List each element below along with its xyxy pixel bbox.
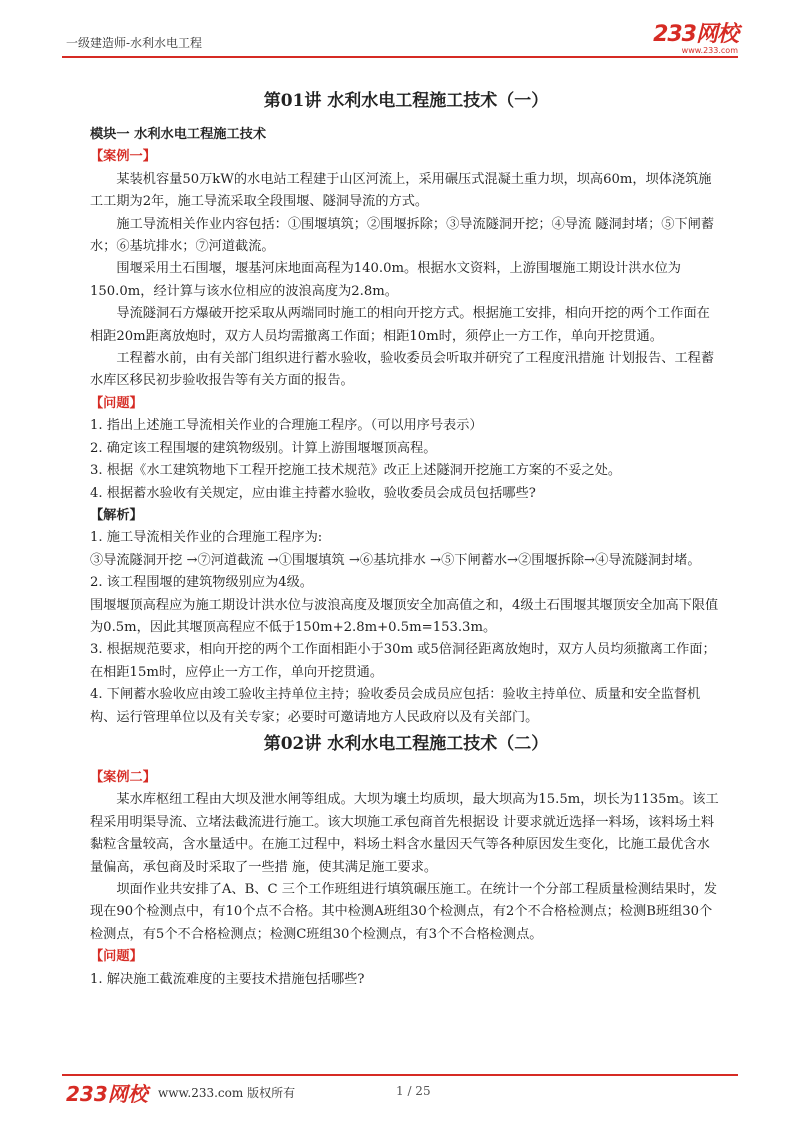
question-2-tag: 【问题】 bbox=[90, 949, 143, 965]
footer-divider bbox=[62, 1074, 738, 1076]
header-divider bbox=[62, 56, 738, 58]
footer-copyright: www.233.com 版权所有 bbox=[158, 1086, 296, 1100]
document-body bbox=[90, 88, 722, 991]
page-number: 1 / 25 bbox=[396, 1084, 431, 1098]
analysis-item: 4. 下闸蓄水验收应由竣工验收主持单位主持；验收委员会成员应包括：验收主持单位、质量和安全监督机构、运行管理单位以及有关专家；必要时可邀请地方人民政府以及有关部门。 bbox=[90, 687, 701, 725]
analysis-item: 1. 施工导流相关作业的合理施工程序为: bbox=[90, 530, 323, 546]
lecture-2-title: 第02讲 水利水电工程施工技术（二） bbox=[263, 733, 549, 754]
page-header bbox=[62, 22, 738, 58]
question-item: 1. 解决施工截流难度的主要技术措施包括哪些? bbox=[90, 971, 365, 987]
question-item: 4. 根据蓄水验收有关规定，应由谁主持蓄水验收，验收委员会成员包括哪些? bbox=[90, 485, 536, 501]
case-1-paragraph: 某装机容量50万kW的水电站工程建于山区河流上，采用碾压式混凝土重力坝，坝高60m，坝体浇筑施工工期为2年，施工导流采取全段围堰、隧洞导流的方式。 bbox=[90, 171, 712, 210]
case-1-tag: 【案例一】 bbox=[90, 149, 156, 165]
analysis-item: 3. 根据规范要求，相向开挖的两个工作面相距小于30m 或5倍洞径距离放炮时，双方人员均须撤离工作面；在相距15m时，应停止一方工作，单向开挖贯通。 bbox=[90, 642, 716, 680]
question-item: 3. 根据《水工建筑物地下工程开挖施工技术规范》改正上述隧洞开挖施工方案的不妥之处。 bbox=[90, 463, 622, 479]
logo-url: www.233.com bbox=[681, 46, 738, 55]
case-2-paragraph: 坝面作业共安排了A、B、C 三个工作班组进行填筑碾压施工。在统计一个分部工程质量检测结果时，发现在90个检测点中，有10个点不合格。其中检测A班组30个检测点，有2个不合格检测点；检测B班组30个检测点，有5个不合格检测点；检测C班组30个检测点，有3个不合格检测点。 bbox=[90, 882, 717, 942]
header-title: 一级建造师-水利水电工程 bbox=[66, 36, 203, 50]
case-1-paragraph: 施工导流相关作业内容包括：①围堰填筑；②围堰拆除；③导流隧洞开挖；④导流 隧洞封堵；⑤下闸蓄水；⑥基坑排水；⑦河道截流。 bbox=[90, 216, 715, 255]
page-footer bbox=[62, 1074, 738, 1104]
question-1-tag: 【问题】 bbox=[90, 395, 143, 411]
case-1-paragraph: 工程蓄水前，由有关部门组织进行蓄水验收，验收委员会听取并研究了工程度汛措施 计划报告、工程蓄水库区移民初步验收报告等有关方面的报告。 bbox=[90, 351, 715, 389]
case-1-paragraph: 导流隧洞石方爆破开挖采取从两端同时施工的相向开挖方式。根据施工安排，相向开挖的两个工作面在相距20m距离放炮时，双方人员均需撤离工作面；相距10m时，须停止一方工作，单向开挖贯通。 bbox=[90, 306, 710, 344]
case-1-paragraph: 围堰采用土石围堰，堰基河床地面高程为140.0m。根据水文资料，上游围堰施工期设计洪水位为150.0m，经计算与该水位相应的波浪高度为2.8m。 bbox=[90, 261, 681, 299]
brand-logo bbox=[653, 24, 738, 55]
question-item: 1. 指出上述施工导流相关作业的合理施工程序。（可以用序号表示） bbox=[90, 418, 483, 434]
lecture-1-title: 第01讲 水利水电工程施工技术（一） bbox=[263, 91, 549, 111]
footer-logo: 233网校 bbox=[66, 1082, 148, 1106]
analysis-item: 围堰堰顶高程应为施工期设计洪水位与波浪高度及堰顶安全加高值之和，4级土石围堰其堰顶安全加高下限值为0.5m，因此其堰顶高程应不低于150m+2.8m+0.5m=153.3m。 bbox=[90, 597, 719, 635]
module-title: 模块一 水利水电工程施工技术 bbox=[90, 127, 267, 142]
logo-text: 233网校 bbox=[653, 22, 738, 47]
analysis-item: 2. 该工程围堰的建筑物级别应为4级。 bbox=[90, 575, 313, 591]
case-2-paragraph: 某水库枢纽工程由大坝及泄水闸等组成。大坝为壤土均质坝，最大坝高为15.5m，坝长为1135m。该工程采用明渠导流、立堵法截流进行施工。该大坝施工承包商首先根据设 计要求就近选择一料场，该料场土料黏粒含量较高，含水量适中。在施工过程中，料场土料含水量因天气等各种原因发生变化，比施工最优含水量偏高，承包商及时采取了一些措 施，使其满足施工要求。 bbox=[90, 792, 719, 875]
analysis-tag: 【解析】 bbox=[90, 507, 143, 523]
case-2-tag: 【案例二】 bbox=[90, 769, 156, 785]
question-item: 2. 确定该工程围堰的建筑物级别。计算上游围堰堰顶高程。 bbox=[90, 440, 437, 456]
analysis-item: ③导流隧洞开挖 →⑦河道截流 →①围堰填筑 →⑥基坑排水 →⑤下闸蓄水→②围堰拆除→④导流隧洞封堵。 bbox=[90, 552, 701, 568]
